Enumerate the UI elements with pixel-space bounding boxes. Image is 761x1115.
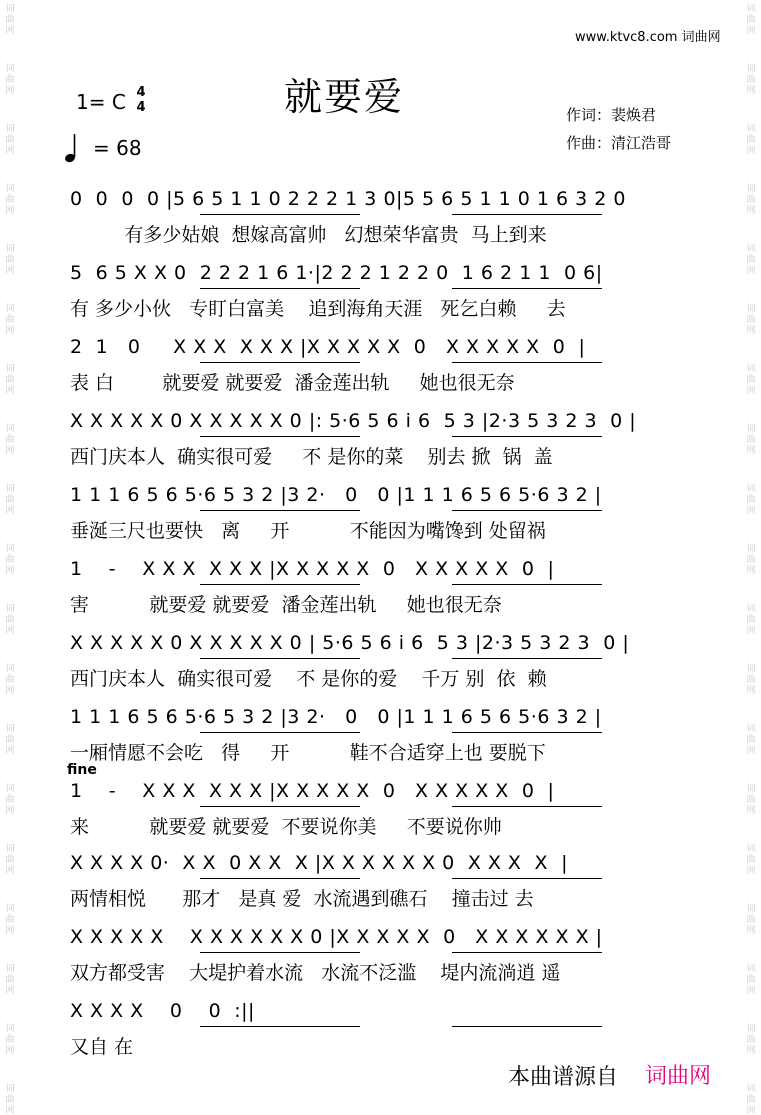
lyric-line: 有 多少小伙 专盯白富美 追到海角天涯 死乞白赖 去 (70, 298, 566, 320)
watermark-text: 词 曲 网 (5, 964, 15, 996)
tempo-marking: = 68 (93, 136, 142, 160)
watermark-text: 词 曲 网 (746, 904, 756, 936)
song-title: 就要爱 (284, 75, 405, 119)
notation-line: X X X X 0· X X 0 X X X |X X X X X X 0 X X X X | (70, 852, 569, 874)
beam-underline (200, 952, 360, 953)
notation-line: 5 6 5 X X 0 2 2 2 1 6 1·|2 2 2 1 2 2 0 1 6 2 1 1 0 6| (70, 262, 603, 284)
watermark-text: 词 曲 网 (746, 784, 756, 816)
watermark-text: 词 曲 网 (5, 544, 15, 576)
notation-line: X X X X X 0 X X X X X 0 | 5·6 5 6 i 6 5 3 |2·3 5 3 2 3 0 | (70, 632, 630, 654)
beam-underline (452, 878, 602, 879)
beam-underline (452, 658, 602, 659)
beam-underline (452, 806, 602, 807)
lyric-line: 垂涎三尺也要快 离 开 不能因为嘴馋到 处留祸 (70, 520, 546, 542)
source-site-link[interactable]: 词曲网 (645, 1064, 712, 1089)
watermark-text: 词 曲 网 (746, 844, 756, 876)
watermark-text: 词 曲 网 (5, 1024, 15, 1056)
watermark-text: 词 曲 网 (746, 604, 756, 636)
beam-underline (200, 806, 360, 807)
beam-underline (452, 952, 602, 953)
watermark-text: 词 曲 网 (5, 904, 15, 936)
watermark-text: 词 曲 网 (5, 1084, 15, 1115)
beam-underline (200, 362, 360, 363)
watermark-text: 词 曲 网 (5, 484, 15, 516)
watermark-text: 词 曲 网 (5, 124, 15, 156)
beam-underline (200, 732, 360, 733)
notation-line: 1 - X X X X X X |X X X X X 0 X X X X X 0 | (70, 558, 555, 580)
beam-underline (452, 288, 602, 289)
beam-underline (452, 362, 602, 363)
quarter-note-icon (64, 132, 80, 164)
watermark-text: 词 曲 网 (5, 184, 15, 216)
time-signature (133, 85, 149, 115)
lyric-line: 有多少姑娘 想嫁高富帅 幻想荣华富贵 马上到来 (70, 224, 547, 246)
beam-underline (200, 436, 360, 437)
lyric-line: 来 就要爱 就要爱 不要说你美 不要说你帅 (70, 816, 502, 838)
watermark-text: 词 曲 网 (5, 604, 15, 636)
site-header: www.ktvc8.com 词曲网 (575, 30, 721, 45)
watermark-text: 词 曲 网 (5, 364, 15, 396)
lyric-line: 西门庆本人 确实很可爱 不 是你的菜 别去 掀 锅 盖 (70, 446, 553, 468)
lyricist-credit: 作词：裴焕君 (566, 106, 657, 124)
watermark-text: 词 曲 网 (746, 724, 756, 756)
lyric-line: 双方都受害 大堤护着水流 水流不泛滥 堤内流淌逍 遥 (70, 962, 561, 984)
watermark-text: 词 曲 网 (746, 124, 756, 156)
watermark-text: 词 曲 网 (746, 184, 756, 216)
right-watermark-strip (741, 0, 761, 1115)
source-label: 本曲谱源自 (508, 1065, 619, 1090)
time-signature-bottom: 4 (136, 100, 146, 115)
notation-line: 0 0 0 0 |5 6 5 1 1 0 2 2 2 1 3 0|5 5 6 5 1 1 0 1 6 3 2 0 (70, 188, 626, 210)
beam-underline (200, 1026, 360, 1027)
watermark-text: 词 曲 网 (746, 304, 756, 336)
watermark-text: 词 曲 网 (746, 244, 756, 276)
watermark-text: 词 曲 网 (746, 1024, 756, 1056)
time-signature-top: 4 (136, 85, 146, 100)
notation-line: X X X X X X X X X X X 0 |X X X X X 0 X X X X X X | (70, 926, 603, 948)
notation-line: 1 1 1 6 5 6 5·6 5 3 2 |3 2· 0 0 |1 1 1 6 5 6 5·6 3 2 | (70, 706, 602, 728)
key-signature: 1= C (76, 90, 126, 114)
lyric-line: 害 就要爱 就要爱 潘金莲出轨 她也很无奈 (70, 594, 502, 616)
composer-credit: 作曲：清江浩哥 (566, 134, 672, 152)
beam-underline (452, 436, 602, 437)
lyric-line: 表 白 就要爱 就要爱 潘金莲出轨 她也很无奈 (70, 372, 515, 394)
beam-underline (452, 214, 602, 215)
notation-line: X X X X X 0 X X X X X 0 |: 5·6 5 6 i 6 5 3 |2·3 5 3 2 3 0 | (70, 410, 637, 432)
beam-underline (452, 584, 602, 585)
lyric-line: 两情相悦 那才 是真 爱 水流遇到礁石 撞击过 去 (70, 888, 534, 910)
watermark-text: 词 曲 网 (5, 784, 15, 816)
beam-underline (452, 1026, 602, 1027)
lyric-line: 西门庆本人 确实很可爱 不 是你的爱 千万 别 依 赖 (70, 668, 547, 690)
watermark-text: 词 曲 网 (746, 544, 756, 576)
notation-line: X X X X 0 0 :|| (70, 1000, 255, 1022)
fine-marker: fine (67, 762, 97, 778)
watermark-text: 词 曲 网 (5, 844, 15, 876)
beam-underline (200, 584, 360, 585)
watermark-text: 词 曲 网 (746, 4, 756, 36)
watermark-text: 词 曲 网 (746, 64, 756, 96)
watermark-text: 词 曲 网 (746, 364, 756, 396)
beam-underline (200, 510, 360, 511)
watermark-text: 词 曲 网 (5, 304, 15, 336)
watermark-text: 词 曲 网 (5, 424, 15, 456)
lyric-line: 一厢情愿不会吃 得 开 鞋不合适穿上也 要脱下 (70, 742, 546, 764)
lyric-line: 又自 在 (70, 1036, 134, 1058)
beam-underline (452, 510, 602, 511)
watermark-text: 词 曲 网 (746, 1084, 756, 1115)
notation-line: 1 1 1 6 5 6 5·6 5 3 2 |3 2· 0 0 |1 1 1 6 5 6 5·6 3 2 | (70, 484, 602, 506)
watermark-text: 词 曲 网 (746, 964, 756, 996)
watermark-text: 词 曲 网 (5, 724, 15, 756)
notation-line: 1 - X X X X X X |X X X X X 0 X X X X X 0 | (70, 780, 555, 802)
watermark-text: 词 曲 网 (5, 64, 15, 96)
watermark-text: 词 曲 网 (5, 664, 15, 696)
beam-underline (200, 288, 360, 289)
watermark-text: 词 曲 网 (746, 664, 756, 696)
watermark-text: 词 曲 网 (746, 484, 756, 516)
watermark-text: 词 曲 网 (5, 4, 15, 36)
watermark-text: 词 曲 网 (5, 244, 15, 276)
beam-underline (452, 732, 602, 733)
beam-underline (200, 658, 360, 659)
beam-underline (200, 214, 360, 215)
watermark-text: 词 曲 网 (746, 424, 756, 456)
notation-line: 2 1 0 X X X X X X |X X X X X 0 X X X X X 0 | (70, 336, 586, 358)
left-watermark-strip (0, 0, 20, 1115)
beam-underline (200, 878, 360, 879)
